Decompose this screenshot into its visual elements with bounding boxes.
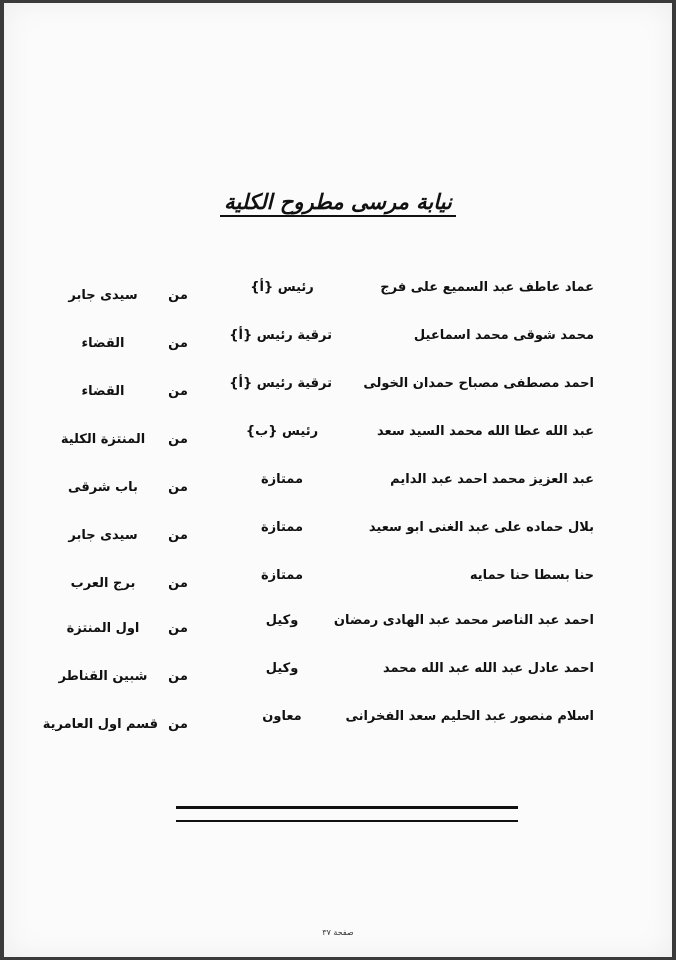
employee-name: عماد عاطف عبد السميع على فرج	[380, 280, 594, 295]
origin-label: برج العرب	[70, 576, 136, 591]
rank-label: ترقية رئيس {أ}	[229, 328, 332, 343]
rank-label: ممتازة	[260, 472, 304, 487]
employee-name: احمد عادل عبد الله عبد الله محمد	[382, 661, 594, 676]
rank-label: وكيل	[265, 661, 299, 676]
title-text: نيابة مرسى مطروح الكلية	[220, 189, 456, 217]
table-row	[4, 709, 672, 739]
from-label: من	[168, 621, 188, 636]
rank-label: ممتازة	[260, 520, 304, 535]
employee-name: عبد العزيز محمد احمد عبد الدايم	[390, 472, 594, 487]
rank-label: معاون	[262, 709, 302, 724]
rank-label: ممتازة	[260, 568, 304, 583]
from-label: من	[168, 717, 188, 732]
table-row	[4, 568, 672, 598]
employee-name: احمد عبد الناصر محمد عبد الهادى رمضان	[333, 613, 594, 628]
origin-label: القضاء	[81, 384, 125, 399]
page-number: صفحة ٣٧	[322, 928, 354, 937]
document-page	[4, 3, 672, 957]
table-row	[4, 613, 672, 643]
from-label: من	[168, 384, 188, 399]
origin-label: المنتزة الكلية	[60, 432, 146, 447]
from-label: من	[168, 669, 188, 684]
origin-label: اول المنتزة	[66, 621, 140, 636]
origin-label: شبين القناطر	[58, 669, 148, 684]
employee-name: محمد شوقى محمد اسماعيل	[413, 328, 594, 343]
page-title	[4, 189, 672, 214]
origin-label: باب شرقى	[68, 480, 138, 495]
double-rule-top	[176, 806, 518, 809]
from-label: من	[168, 288, 188, 303]
double-rule-bottom	[176, 820, 518, 822]
rank-label: وكيل	[265, 613, 299, 628]
table-row	[4, 424, 672, 454]
rank-label: ترقية رئيس {أ}	[229, 376, 332, 391]
origin-label: سيدى جابر	[68, 528, 138, 543]
from-label: من	[168, 336, 188, 351]
origin-label: القضاء	[81, 336, 125, 351]
table-row	[4, 280, 672, 310]
employee-name: اسلام منصور عبد الحليم سعد الفخرانى	[345, 709, 594, 724]
from-label: من	[168, 480, 188, 495]
origin-label: قسم اول العامرية	[42, 717, 158, 732]
employee-name: حنا بسطا حنا حمايه	[469, 568, 594, 583]
employee-name: احمد مصطفى مصباح حمدان الخولى	[363, 376, 594, 391]
table-row	[4, 520, 672, 550]
table-row	[4, 661, 672, 691]
table-row	[4, 472, 672, 502]
from-label: من	[168, 576, 188, 591]
origin-label: سيدى جابر	[68, 288, 138, 303]
employee-name: بلال حماده على عبد الغنى ابو سعيد	[368, 520, 594, 535]
table-row	[4, 376, 672, 406]
rank-label: رئيس {أ}	[250, 280, 314, 295]
from-label: من	[168, 528, 188, 543]
from-label: من	[168, 432, 188, 447]
employee-name: عبد الله عطا الله محمد السيد سعد	[377, 424, 594, 439]
table-row	[4, 328, 672, 358]
rank-label: رئيس {ب}	[245, 424, 319, 439]
